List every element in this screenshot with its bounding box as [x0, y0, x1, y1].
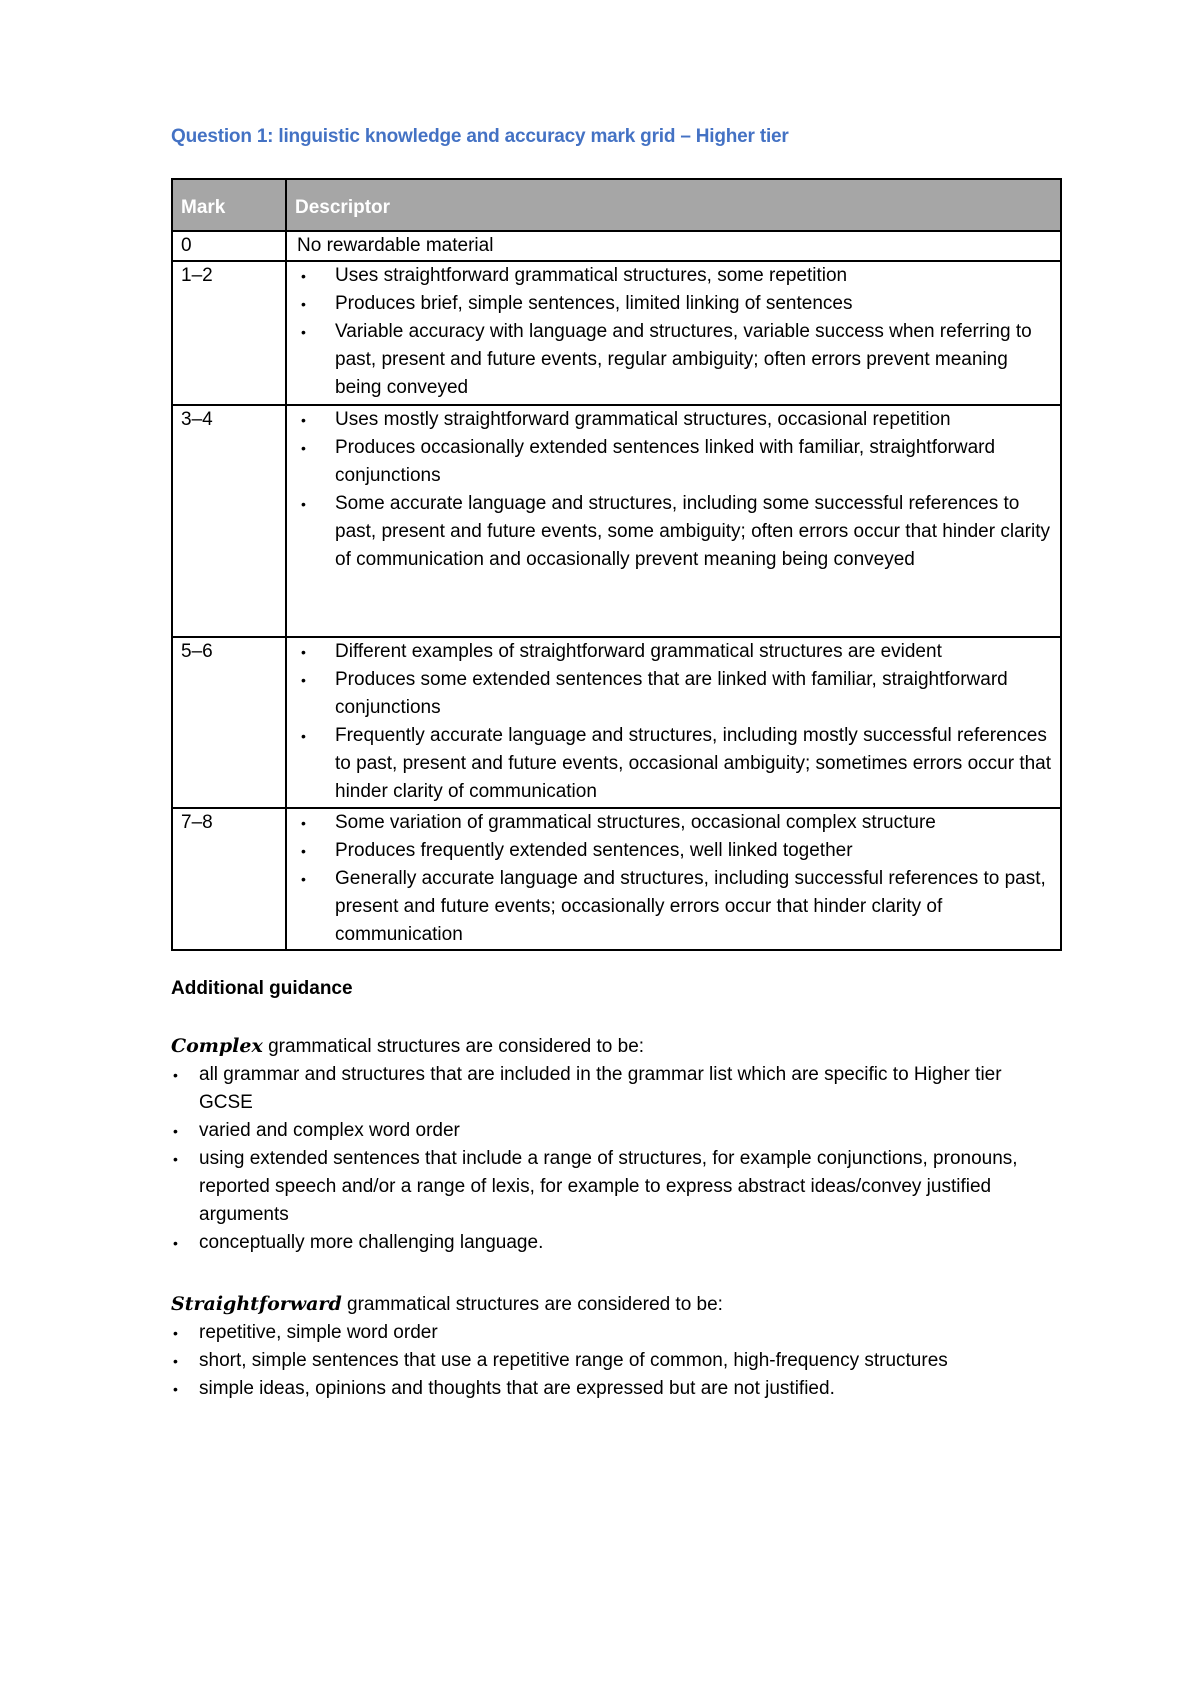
descriptor-item — [287, 865, 1052, 949]
descriptor-text: Produces occasionally extended sentences linked with familiar, straightforward conjunctions — [335, 437, 996, 486]
list-item-text: varied and complex word order — [199, 1120, 460, 1141]
list-item — [171, 1061, 1051, 1117]
bullet-icon: • — [301, 324, 306, 340]
complex-structures-section — [171, 1032, 1051, 1257]
list-item-text: repetitive, simple word order — [199, 1322, 438, 1343]
bullet-icon: • — [301, 296, 306, 312]
descriptor-text: Produces frequently extended sentences, well linked together — [335, 840, 853, 861]
additional-guidance-heading: Additional guidance — [171, 978, 353, 999]
bullet-icon: • — [173, 1381, 178, 1397]
descriptor-cell — [286, 261, 1061, 405]
descriptor-item — [287, 837, 1052, 865]
descriptor-text: Some variation of grammatical structures, occasional complex structure — [335, 812, 936, 833]
descriptor-text: Variable accuracy with language and structures, variable success when referring to past, present and future events, regular ambiguity; often errors prevent meaning being conveyed — [335, 321, 1032, 398]
descriptor-item — [287, 722, 1052, 806]
table-row — [172, 808, 1061, 950]
mark-cell: 7–8 — [172, 808, 286, 950]
descriptor-cell — [286, 637, 1061, 808]
table-header-row — [172, 179, 1061, 231]
descriptor-text: Produces some extended sentences that are linked with familiar, straightforward conjunctions — [335, 669, 1008, 718]
descriptor-text: Frequently accurate language and structures, including mostly successful references to past, present and future events, occasional ambiguity; sometimes errors occur that hinder clarity of communication — [335, 725, 1052, 802]
straightforward-intro-text: grammatical structures are considered to be: — [341, 1294, 723, 1315]
list-item-text: short, simple sentences that use a repetitive range of common, high-frequency structures — [199, 1350, 948, 1371]
descriptor-item — [287, 290, 1052, 318]
descriptor-text: Uses straightforward grammatical structures, some repetition — [335, 265, 848, 286]
table-row — [172, 405, 1061, 637]
descriptor-cell — [286, 808, 1061, 950]
straightforward-list — [171, 1319, 1051, 1403]
list-item — [171, 1145, 1051, 1229]
bullet-icon: • — [173, 1325, 178, 1341]
bullet-icon: • — [301, 268, 306, 284]
bullet-icon: • — [301, 412, 306, 428]
straightforward-structures-section — [171, 1290, 1051, 1403]
list-item — [171, 1375, 1051, 1403]
descriptor-text: Generally accurate language and structures, including successful references to past, present and future events; occasionally errors occur that hinder clarity of communication — [335, 868, 1046, 945]
bullet-icon: • — [173, 1235, 178, 1251]
mark-cell: 3–4 — [172, 405, 286, 637]
descriptor-text: Different examples of straightforward grammatical structures are evident — [335, 641, 942, 662]
bullet-icon: • — [173, 1151, 178, 1167]
bullet-icon: • — [301, 728, 306, 744]
mark-cell: 5–6 — [172, 637, 286, 808]
complex-term: Complex — [171, 1035, 263, 1057]
mark-cell: 1–2 — [172, 261, 286, 405]
bullet-icon: • — [173, 1067, 178, 1083]
descriptor-text: Some accurate language and structures, including some successful references to past, present and future events, some ambiguity; often errors occur that hinder clarity of communication and occasionally prevent meaning being conveyed — [335, 493, 1050, 570]
bullet-icon: • — [301, 672, 306, 688]
table-row — [172, 231, 1061, 261]
bullet-icon: • — [301, 815, 306, 831]
descriptor-cell — [286, 405, 1061, 637]
descriptor-item — [287, 666, 1052, 722]
list-item — [171, 1117, 1051, 1145]
list-item — [171, 1319, 1051, 1347]
descriptor-item — [287, 809, 1052, 837]
descriptor-item — [287, 434, 1052, 490]
complex-intro — [171, 1032, 1051, 1061]
descriptor-text: Uses mostly straightforward grammatical structures, occasional repetition — [335, 409, 951, 430]
bullet-icon: • — [301, 644, 306, 660]
straightforward-term: Straightforward — [171, 1293, 342, 1315]
bullet-icon: • — [301, 496, 306, 512]
table-row — [172, 261, 1061, 405]
header-descriptor: Descriptor — [286, 179, 1061, 231]
list-item — [171, 1347, 1051, 1375]
bullet-icon: • — [173, 1123, 178, 1139]
descriptor-item — [287, 406, 1052, 434]
list-item — [171, 1229, 1051, 1257]
descriptor-item — [287, 638, 1052, 666]
bullet-icon: • — [301, 440, 306, 456]
bullet-icon: • — [301, 843, 306, 859]
descriptor-cell — [286, 231, 1061, 261]
descriptor-text: Produces brief, simple sentences, limited linking of sentences — [335, 293, 853, 314]
list-item-text: conceptually more challenging language. — [199, 1232, 544, 1253]
descriptor-item — [287, 490, 1052, 574]
list-item-text: all grammar and structures that are included in the grammar list which are specific to Higher tier GCSE — [199, 1064, 1002, 1113]
bullet-icon: • — [301, 871, 306, 887]
mark-cell: 0 — [172, 231, 286, 261]
descriptor-text: No rewardable material — [297, 235, 494, 256]
table-row — [172, 637, 1061, 808]
complex-list — [171, 1061, 1051, 1257]
straightforward-intro — [171, 1290, 1051, 1319]
descriptor-item — [287, 318, 1052, 402]
descriptor-item — [287, 262, 1052, 290]
header-mark: Mark — [172, 179, 286, 231]
page-title: Question 1: linguistic knowledge and accuracy mark grid – Higher tier — [171, 126, 789, 147]
complex-intro-text: grammatical structures are considered to be: — [262, 1036, 645, 1057]
list-item-text: simple ideas, opinions and thoughts that are expressed but are not justified. — [199, 1378, 835, 1399]
list-item-text: using extended sentences that include a range of structures, for example conjunctions, pronouns, reported speech and/or a range of lexis, for example to express abstract ideas/convey justified arguments — [199, 1148, 1018, 1225]
bullet-icon: • — [173, 1353, 178, 1369]
mark-grid-table — [171, 178, 1062, 951]
